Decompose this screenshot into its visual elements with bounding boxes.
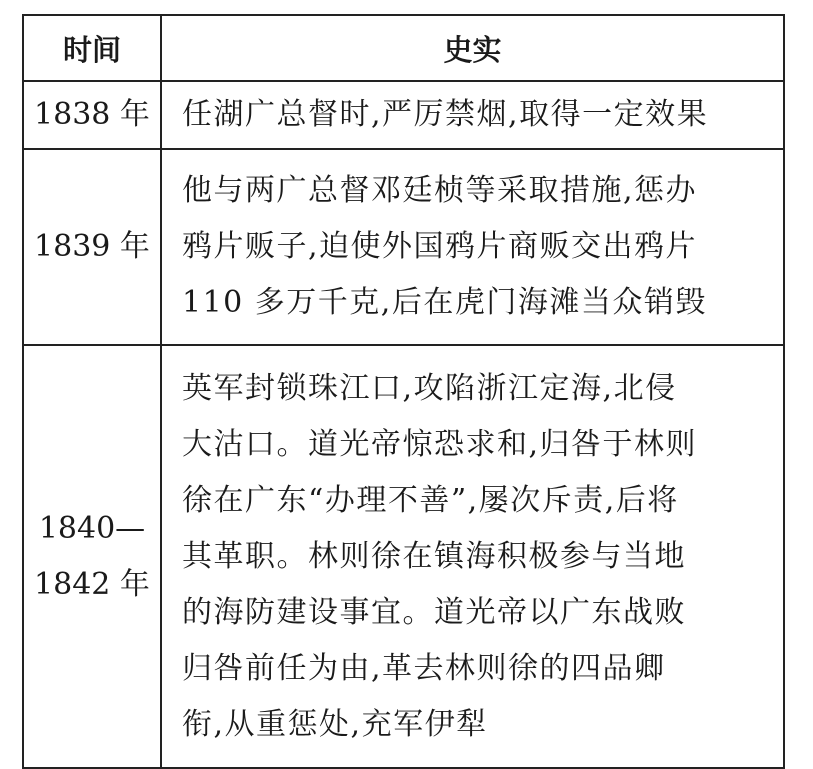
fact-line: 任湖广总督时,严厉禁烟,取得一定效果 bbox=[182, 97, 709, 132]
fact-line: 徐在广东“办理不善”,屡次斥责,后将 bbox=[182, 482, 679, 518]
time-cell bbox=[23, 81, 161, 149]
fact-cell bbox=[161, 345, 784, 768]
fact-line: 英军封锁珠江口,攻陷浙江定海,北侵 bbox=[182, 370, 677, 406]
table-row bbox=[23, 149, 784, 345]
table-header-row bbox=[23, 15, 784, 81]
time-text-end: 1842 年 bbox=[34, 566, 150, 602]
header-fact: 史实 bbox=[161, 15, 784, 81]
history-table bbox=[22, 14, 785, 769]
time-text-start: 1840— bbox=[38, 510, 146, 546]
fact-line: 归咎前任为由,革去林则徐的四品卿 bbox=[182, 650, 666, 686]
table-row bbox=[23, 81, 784, 149]
fact-line: 大沽口。道光帝惊恐求和,归咎于林则 bbox=[182, 426, 698, 462]
table-row bbox=[23, 345, 784, 768]
fact-cell bbox=[161, 149, 784, 345]
time-text: 1838 年 bbox=[34, 97, 150, 132]
fact-line: 110 多万千克,后在虎门海滩当众销毁 bbox=[182, 285, 707, 320]
fact-line: 他与两广总督邓廷桢等采取措施,惩办 bbox=[182, 173, 698, 208]
fact-line: 其革职。林则徐在镇海积极参与当地 bbox=[182, 538, 686, 574]
time-text: 1839 年 bbox=[34, 229, 150, 264]
fact-line: 的海防建设事宜。道光帝以广东战败 bbox=[182, 594, 686, 630]
header-time: 时间 bbox=[23, 15, 161, 81]
history-table-container bbox=[22, 14, 783, 759]
time-cell bbox=[23, 345, 161, 768]
fact-line: 鸦片贩子,迫使外国鸦片商贩交出鸦片 bbox=[182, 229, 698, 264]
fact-cell bbox=[161, 81, 784, 149]
time-cell bbox=[23, 149, 161, 345]
fact-line: 衔,从重惩处,充军伊犁 bbox=[182, 706, 488, 742]
